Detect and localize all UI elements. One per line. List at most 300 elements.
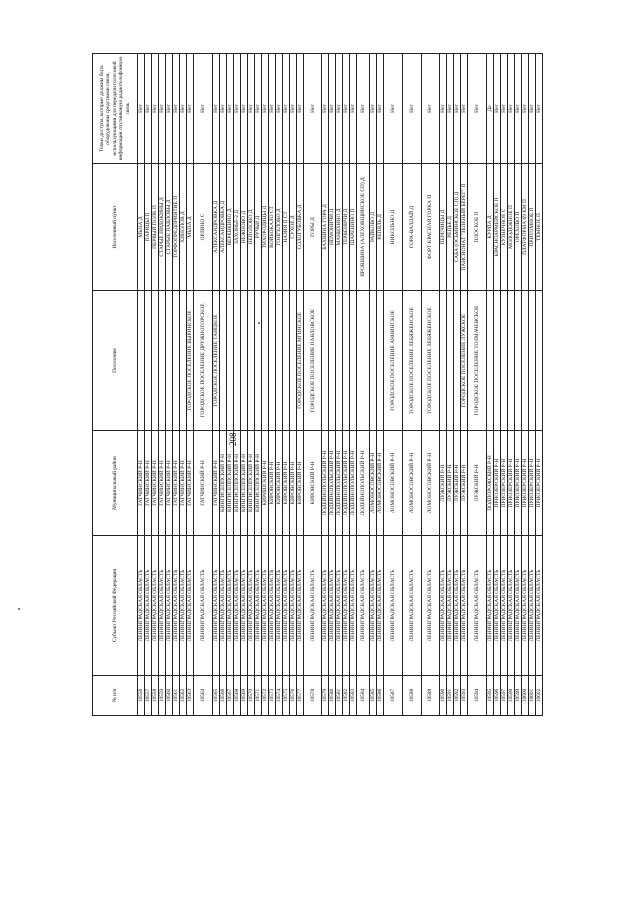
row-satellite: Нет: [254, 54, 261, 164]
row-subject: ЛЕНИНГРАДСКАЯ ОБЛАСТЬ: [468, 536, 487, 676]
table-row: [240, 54, 247, 716]
row-number: 10596: [493, 676, 500, 716]
row-locality: ГОРЫ Д: [303, 164, 322, 291]
row-number: 10559: [159, 676, 166, 716]
row-satellite: Нет: [166, 54, 173, 164]
table-row: [493, 54, 500, 716]
row-number: 10586: [377, 676, 384, 716]
row-settlement: ГОРОДСКОЕ ПОСЕЛЕНИЕ АННИНСКОЕ: [384, 291, 403, 431]
row-locality: ТОРФОПРЕДПРИЯТИЕ П: [173, 164, 180, 291]
row-subject: ЛЕНИНГРАДСКАЯ ОБЛАСТЬ: [500, 536, 507, 676]
table-row: [507, 54, 514, 716]
row-satellite: Нет: [370, 54, 377, 164]
row-subject: ЛЕНИНГРАДСКАЯ ОБЛАСТЬ: [322, 536, 329, 676]
header-locality: Населенный пункт: [93, 164, 138, 291]
row-locality: МОЛОДЕЖНОЕ П: [507, 164, 514, 291]
row-settlement: [486, 291, 493, 431]
row-locality: НЕЖНОВО Д: [240, 164, 247, 291]
row-locality: ХИНОЛОВ Д: [180, 164, 187, 291]
row-district: ГАТЧИНСКИЙ Р-Н: [173, 431, 180, 536]
table-row: [514, 54, 521, 716]
row-district: ГАТЧИНСКИЙ Р-Н: [138, 431, 145, 536]
row-subject: ЛЕНИНГРАДСКАЯ ОБЛАСТЬ: [233, 536, 240, 676]
row-subject: ЛЕНИНГРАДСКАЯ ОБЛАСТЬ: [152, 536, 159, 676]
row-district: КИРОВСКИЙ Р-Н: [289, 431, 296, 536]
row-locality: ПАРИЦЫ П: [145, 164, 152, 291]
row-district: ЛОМОНОСОВСКИЙ Р-Н: [384, 431, 403, 536]
row-subject: ЛЕНИНГРАДСКАЯ ОБЛАСТЬ: [329, 536, 336, 676]
row-district: ЛОДЕЙНОПОЛЬСКИЙ Р-Н: [336, 431, 343, 536]
row-number: 10578: [303, 676, 322, 716]
table-row: [138, 54, 145, 716]
row-number: 10571: [254, 676, 261, 716]
row-locality: БАХВИНА ГОРА Д: [322, 164, 329, 291]
row-district: ЛОМОНОСОВСКИЙ Р-Н: [370, 431, 377, 536]
row-district: ГАТЧИНСКИЙ Р-Н: [194, 431, 213, 536]
row-number: 10595: [486, 676, 493, 716]
row-number: 10558: [152, 676, 159, 716]
row-subject: ЛЕНИНГРАДСКАЯ ОБЛАСТЬ: [454, 536, 461, 676]
row-settlement: [447, 291, 454, 431]
row-satellite: Нет: [187, 54, 194, 164]
row-subject: ЛЕНИНГРАДСКАЯ ОБЛАСТЬ: [507, 536, 514, 676]
row-locality: ФОРТ КРАСНАЯ ГОРКА П: [421, 164, 440, 291]
row-settlement: [493, 291, 500, 431]
row-locality: ВОЙБОКАЛО СТ: [268, 164, 275, 291]
row-satellite: Нет: [322, 54, 329, 164]
table-body: [138, 54, 543, 716]
table-row: [289, 54, 296, 716]
row-satellite: Нет: [152, 54, 159, 164]
row-number: 10598: [507, 676, 514, 716]
row-subject: ЛЕНИНГРАДСКАЯ ОБЛАСТЬ: [486, 536, 493, 676]
header-subject: Субъект Российской Федерации: [93, 536, 138, 676]
row-district: ЛОДЕЙНОПОЛЬСКИЙ Р-Н: [350, 431, 357, 536]
row-satellite: Нет: [212, 54, 219, 164]
row-number: 10572: [261, 676, 268, 716]
table-row: [212, 54, 219, 716]
row-locality: САБА (ОСЬМИНСКОЕ СП) Д: [454, 164, 461, 291]
row-satellite: Нет: [336, 54, 343, 164]
row-satellite: Нет: [468, 54, 487, 164]
row-number: 10581: [336, 676, 343, 716]
row-subject: ЛЕНИНГРАДСКАЯ ОБЛАСТЬ: [336, 536, 343, 676]
table-row: [173, 54, 180, 716]
row-settlement: [173, 291, 180, 431]
row-settlement: [145, 291, 152, 431]
row-subject: ЛЕНИНГРАДСКАЯ ОБЛАСТЬ: [357, 536, 370, 676]
row-locality: ТИХОРОДИЦЫ Д: [261, 164, 268, 291]
row-satellite: Нет: [268, 54, 275, 164]
row-number: 10587: [384, 676, 403, 716]
table-row: [282, 54, 289, 716]
row-district: ЛОМОНОСОВСКИЙ Р-Н: [377, 431, 384, 536]
table-row: [468, 54, 487, 716]
row-locality: СТАРЫЕ НИДОКИНЫ Д: [159, 164, 166, 291]
row-settlement: [219, 291, 226, 431]
row-satellite: Нет: [226, 54, 233, 164]
table-row: [303, 54, 322, 716]
row-district: ЛОДЕЙНОПОЛЬСКИЙ Р-Н: [357, 431, 370, 536]
row-number: 10592: [454, 676, 461, 716]
row-locality: АЛЕКСАНДРОВКА Д: [219, 164, 226, 291]
header-district: Муниципальный район: [93, 431, 138, 536]
table-row: [226, 54, 233, 716]
row-settlement: [357, 291, 370, 431]
row-settlement: [226, 291, 233, 431]
row-district: ПОДПОРОЖСКИЙ Р-Н: [486, 431, 493, 536]
row-number: 10599: [514, 676, 521, 716]
row-number: 10576: [289, 676, 296, 716]
row-subject: ЛЕНИНГРАДСКАЯ ОБЛАСТЬ: [461, 536, 468, 676]
row-settlement: ГОРОДСКОЕ ПОСЕЛЕНИЕ ТОЛМАЧЕВСКОЕ: [468, 291, 487, 431]
row-satellite: Нет: [240, 54, 247, 164]
row-satellite: Нет: [159, 54, 166, 164]
row-settlement: ГОРОДСКОЕ ПОСЕЛЕНИЕ ЛЕБЯЖЕНСКОЕ: [421, 291, 440, 431]
row-district: ГАТЧИНСКИЙ Р-Н: [152, 431, 159, 536]
row-settlement: [440, 291, 447, 431]
row-satellite: Нет: [535, 54, 542, 164]
row-settlement: [152, 291, 159, 431]
row-locality: ПЛАТФОРМА 69 КМ П: [521, 164, 528, 291]
table-row: [194, 54, 213, 716]
row-subject: ЛЕНИНГРАДСКАЯ ОБЛАСТЬ: [159, 536, 166, 676]
row-number: 10557: [145, 676, 152, 716]
row-settlement: ГОРОДСКОЕ ПОСЕЛЕНИЕ ЛУЖСКОЕ: [461, 291, 468, 431]
row-subject: ЛЕНИНГРАДСКАЯ ОБЛАСТЬ: [282, 536, 289, 676]
row-locality: СУХОЕ Д: [289, 164, 296, 291]
row-satellite: Нет: [528, 54, 535, 164]
row-subject: ЛЕНИНГРАДСКАЯ ОБЛАСТЬ: [180, 536, 187, 676]
table-row: [268, 54, 275, 716]
row-subject: ЛЕНИНГРАДСКАЯ ОБЛАСТЬ: [173, 536, 180, 676]
row-number: 10570: [247, 676, 254, 716]
row-subject: ЛЕНИНГРАДСКАЯ ОБЛАСТЬ: [384, 536, 403, 676]
row-subject: ЛЕНИНГРАДСКАЯ ОБЛАСТЬ: [521, 536, 528, 676]
row-district: ГАТЧИНСКИЙ Р-Н: [145, 431, 152, 536]
row-number: 10591: [447, 676, 454, 716]
row-number: 10593: [461, 676, 468, 716]
row-district: ЛУЖСКИЙ Р-Н: [454, 431, 461, 536]
table-row: [370, 54, 377, 716]
row-settlement: [261, 291, 268, 431]
row-satellite: Нет: [296, 54, 303, 164]
table-row: [145, 54, 152, 716]
row-locality: ЗАХОНЬЕ-2 Д: [233, 164, 240, 291]
table-row: [447, 54, 454, 716]
row-district: КИРОВСКИЙ Р-Н: [296, 431, 303, 536]
table-row: [402, 54, 421, 716]
row-settlement: [343, 291, 350, 431]
row-subject: ЛЕНИНГРАДСКАЯ ОБЛАСТЬ: [528, 536, 535, 676]
table-row: [180, 54, 187, 716]
row-number: 10563: [187, 676, 194, 716]
row-settlement: ГОРОДСКОЕ ПОСЕЛЕНИЕ МГИНСКОЕ: [296, 291, 303, 431]
table-row: [343, 54, 350, 716]
table-row: [152, 54, 159, 716]
row-satellite: Нет: [261, 54, 268, 164]
table-row: [535, 54, 542, 716]
row-satellite: Нет: [421, 54, 440, 164]
row-satellite: Нет: [145, 54, 152, 164]
table-row: [166, 54, 173, 716]
row-district: ПРИОЗЕРСКИЙ Р-Н: [507, 431, 514, 536]
row-satellite: Нет: [219, 54, 226, 164]
row-subject: ЛЕНИНГРАДСКАЯ ОБЛАСТЬ: [138, 536, 145, 676]
header-row: [93, 54, 138, 716]
row-district: ПРИОЗЕРСКИЙ Р-Н: [500, 431, 507, 536]
row-subject: ЛЕНИНГРАДСКАЯ ОБЛАСТЬ: [303, 536, 322, 676]
row-subject: ЛЕНИНГРАДСКАЯ ОБЛАСТЬ: [261, 536, 268, 676]
row-number: 10569: [240, 676, 247, 716]
row-number: 10561: [173, 676, 180, 716]
row-subject: ЛЕНИНГРАДСКАЯ ОБЛАСТЬ: [350, 536, 357, 676]
scan-speck: [18, 608, 20, 610]
row-satellite: Нет: [493, 54, 500, 164]
row-locality: ПЛОСКОЕ П: [468, 164, 487, 291]
row-number: 10575: [282, 676, 289, 716]
row-locality: РЕПЬЕ Д: [447, 164, 454, 291]
row-district: ГАТЧИНСКИЙ Р-Н: [166, 431, 173, 536]
row-district: КИНГИСЕППСКИЙ Р-Н: [240, 431, 247, 536]
row-subject: ЛЕНИНГРАДСКАЯ ОБЛАСТЬ: [343, 536, 350, 676]
row-settlement: [350, 291, 357, 431]
row-locality: НИКОЛЬНО Д: [384, 164, 403, 291]
row-locality: АЛЕКСАНДРОВКА Д: [212, 164, 219, 291]
row-satellite: Нет: [247, 54, 254, 164]
row-satellite: Нет: [194, 54, 213, 164]
row-locality: НЕПОЛОВО Д: [247, 164, 254, 291]
row-subject: ЛЕНИНГРАДСКАЯ ОБЛАСТЬ: [268, 536, 275, 676]
row-number: 10589: [421, 676, 440, 716]
row-district: ПРИОЗЕРСКИЙ Р-Н: [528, 431, 535, 536]
row-number: 10590: [440, 676, 447, 716]
table-row: [528, 54, 535, 716]
row-number: 10566: [219, 676, 226, 716]
row-satellite: Нет: [384, 54, 403, 164]
row-district: ГАТЧИНСКИЙ Р-Н: [180, 431, 187, 536]
row-district: ЛУЖСКИЙ Р-Н: [461, 431, 468, 536]
table-row: [461, 54, 468, 716]
row-satellite: Нет: [454, 54, 461, 164]
row-number: 10577: [296, 676, 303, 716]
table-row: [254, 54, 261, 716]
row-settlement: [247, 291, 254, 431]
row-district: ПРИОЗЕРСКИЙ Р-Н: [535, 431, 542, 536]
row-subject: ЛЕНИНГРАДСКАЯ ОБЛАСТЬ: [145, 536, 152, 676]
row-settlement: [322, 291, 329, 431]
row-district: ЛОДЕЙНОПОЛЬСКИЙ Р-Н: [329, 431, 336, 536]
row-locality: ПЕРВЫЙ ПОЛК П: [152, 164, 159, 291]
row-subject: ЛЕНИНГРАДСКАЯ ОБЛАСТЬ: [194, 536, 213, 676]
row-settlement: ГОРОДСКОЕ ПОСЕЛЕНИЕ ЛЕБЯЖЕНСКОЕ: [402, 291, 421, 431]
row-locality: НАЗИЯ П СТ: [282, 164, 289, 291]
row-number: 10567: [226, 676, 233, 716]
row-number: 10564: [194, 676, 213, 716]
row-district: ЛУЖСКИЙ Р-Н: [440, 431, 447, 536]
row-satellite: Нет: [180, 54, 187, 164]
row-locality: ПАНСИОНАТ "ЗЕЛЕНЫЙ БЕРЕГ" П: [461, 164, 468, 291]
row-subject: ЛЕНИНГРАДСКАЯ ОБЛАСТЬ: [535, 536, 542, 676]
row-locality: ВЕРЕВКИНО Д: [226, 164, 233, 291]
row-satellite: Нет: [514, 54, 521, 164]
row-number: 10574: [275, 676, 282, 716]
row-district: КИРИШСКИЙ Р-Н: [261, 431, 268, 536]
table-row: [159, 54, 166, 716]
row-district: КИРОВСКИЙ Р-Н: [303, 431, 322, 536]
row-subject: ЛЕНИНГРАДСКАЯ ОБЛАСТЬ: [296, 536, 303, 676]
row-satellite: Нет: [500, 54, 507, 164]
row-settlement: [282, 291, 289, 431]
row-number: 10601: [528, 676, 535, 716]
row-subject: ЛЕНИНГРАДСКАЯ ОБЛАСТЬ: [166, 536, 173, 676]
row-subject: ЛЕНИНГРАДСКАЯ ОБЛАСТЬ: [514, 536, 521, 676]
row-settlement: ГОРОДСКОЕ ПОСЕЛЕНИЕ ВЫРИНСКОЕ: [187, 291, 194, 431]
row-subject: ЛЕНИНГРАДСКАЯ ОБЛАСТЬ: [377, 536, 384, 676]
row-subject: ЛЕНИНГРАДСКАЯ ОБЛАСТЬ: [402, 536, 421, 676]
table-row: [440, 54, 447, 716]
table-row: [377, 54, 384, 716]
table-row: [219, 54, 226, 716]
row-locality: РУЧЬИ Д: [254, 164, 261, 291]
row-satellite: Нет: [350, 54, 357, 164]
row-settlement: [180, 291, 187, 431]
row-settlement: [159, 291, 166, 431]
row-settlement: [289, 291, 296, 431]
row-district: ПРИОЗЕРСКИЙ Р-Н: [521, 431, 528, 536]
row-district: КИНГИСЕППСКИЙ Р-Н: [226, 431, 233, 536]
row-satellite: Нет: [377, 54, 384, 164]
row-district: ГАТЧИНСКИЙ Р-Н: [212, 431, 219, 536]
row-district: КИРОВСКИЙ Р-Н: [268, 431, 275, 536]
row-settlement: [240, 291, 247, 431]
row-district: КИНГИСЕППСКИЙ Р-Н: [247, 431, 254, 536]
row-settlement: [233, 291, 240, 431]
row-locality: КРАСНОАРМЕЙСКОЕ П: [493, 164, 500, 291]
row-subject: ЛЕНИНГРАДСКАЯ ОБЛАСТЬ: [219, 536, 226, 676]
row-number: 10594: [468, 676, 487, 716]
row-satellite: Нет: [440, 54, 447, 164]
row-satellite: Нет: [303, 54, 322, 164]
header-settlement: Поселение: [93, 291, 138, 431]
row-number: 10583: [350, 676, 357, 716]
row-number: 10556: [138, 676, 145, 716]
row-district: КИНГИСЕППСКИЙ Р-Н: [254, 431, 261, 536]
scan-speck: [258, 322, 260, 324]
row-satellite: Нет: [138, 54, 145, 164]
row-locality: МЫЗА Д: [138, 164, 145, 291]
row-satellite: Нет: [275, 54, 282, 164]
row-settlement: [166, 291, 173, 431]
row-district: КИРОВСКИЙ Р-Н: [275, 431, 282, 536]
row-satellite: Нет: [173, 54, 180, 164]
row-locality: ПЕРЕЧИЦЫ Д: [440, 164, 447, 291]
table-row: [329, 54, 336, 716]
row-locality: ТЕРВЕНИЧИ Д: [343, 164, 350, 291]
table-row: [384, 54, 403, 716]
settlements-table: [92, 53, 543, 716]
row-locality: РЕПЯЛЬ Д: [377, 164, 384, 291]
row-number: 10560: [166, 676, 173, 716]
table-row: [187, 54, 194, 716]
row-number: 10565: [212, 676, 219, 716]
table-row: [336, 54, 343, 716]
table-row: [486, 54, 493, 716]
row-locality: КУЗНЕЧНОЕ С: [500, 164, 507, 291]
table-row: [247, 54, 254, 716]
row-settlement: [370, 291, 377, 431]
row-district: ЛУЖСКИЙ Р-Н: [447, 431, 454, 536]
row-subject: ЛЕНИНГРАДСКАЯ ОБЛАСТЬ: [254, 536, 261, 676]
row-locality: ГОНГЕЛОВО Д: [275, 164, 282, 291]
row-settlement: ГОРОДСКОЕ ПОСЕЛЕНИЕ ДРУЖНОГОРСКОЕ: [194, 291, 213, 431]
row-subject: ЛЕНИНГРАДСКАЯ ОБЛАСТЬ: [289, 536, 296, 676]
row-number: 10588: [402, 676, 421, 716]
row-locality: ТЕМНОЕ П: [535, 164, 542, 291]
row-locality: ПРИТОМНОЕ П: [528, 164, 535, 291]
row-satellite: Да: [486, 54, 493, 164]
page-number: 208: [228, 432, 238, 446]
row-settlement: [454, 291, 461, 431]
row-district: ПРИОЗЕРСКИЙ Р-Н: [493, 431, 500, 536]
row-settlement: [329, 291, 336, 431]
row-subject: ЛЕНИНГРАДСКАЯ ОБЛАСТЬ: [421, 536, 440, 676]
row-settlement: [507, 291, 514, 431]
row-locality: СОЛОГУБОВКА Д: [296, 164, 303, 291]
row-district: ЛОДЕЙНОПОЛЬСКИЙ Р-Н: [322, 431, 329, 536]
row-district: КИНГИСЕППСКИЙ Р-Н: [219, 431, 226, 536]
row-number: 10585: [370, 676, 377, 716]
row-settlement: [514, 291, 521, 431]
table-row: [521, 54, 528, 716]
row-settlement: [268, 291, 275, 431]
row-number: 10597: [500, 676, 507, 716]
row-satellite: Нет: [233, 54, 240, 164]
row-locality: ОРЕХОВО П: [514, 164, 521, 291]
row-locality: НЕМОНИЧИ Д: [329, 164, 336, 291]
row-subject: ЛЕНИНГРАДСКАЯ ОБЛАСТЬ: [370, 536, 377, 676]
row-number: 10579: [322, 676, 329, 716]
row-settlement: [377, 291, 384, 431]
row-settlement: ГОРОДСКОЕ ПОСЕЛЕНИЕ ПАВЛОВСКОЕ: [303, 291, 322, 431]
row-number: 10602: [535, 676, 542, 716]
row-district: ЛОДЕЙНОПОЛЬСКИЙ Р-Н: [343, 431, 350, 536]
row-subject: ЛЕНИНГРАДСКАЯ ОБЛАСТЬ: [226, 536, 233, 676]
row-district: ЛОМОНОСОВСКИЙ Р-Н: [402, 431, 421, 536]
table-row: [261, 54, 268, 716]
table-row: [454, 54, 461, 716]
row-number: 10584: [357, 676, 370, 716]
header-num: № п/п: [93, 676, 138, 716]
row-district: ПРИОЗЕРСКИЙ Р-Н: [514, 431, 521, 536]
row-settlement: [521, 291, 528, 431]
table-row: [421, 54, 440, 716]
row-district: КИРОВСКИЙ Р-Н: [282, 431, 289, 536]
row-locality: МАНИХИНО Д: [336, 164, 343, 291]
row-locality: СТАРЫЕ ПАВЛОВЫ Д: [166, 164, 173, 291]
row-subject: ЛЕНИНГРАДСКАЯ ОБЛАСТЬ: [240, 536, 247, 676]
table-header: [93, 54, 138, 716]
row-subject: ЛЕНИНГРАДСКАЯ ОБЛАСТЬ: [187, 536, 194, 676]
row-subject: ЛЕНИНГРАДСКАЯ ОБЛАСТЬ: [212, 536, 219, 676]
row-satellite: Нет: [461, 54, 468, 164]
row-number: 10573: [268, 676, 275, 716]
row-satellite: Нет: [329, 54, 336, 164]
row-settlement: ГОРОДСКОЕ ПОСЕЛЕНИЕ ТАИЦКОЕ: [212, 291, 219, 431]
row-satellite: Нет: [357, 54, 370, 164]
table-row: [500, 54, 507, 716]
row-number: 10582: [343, 676, 350, 716]
